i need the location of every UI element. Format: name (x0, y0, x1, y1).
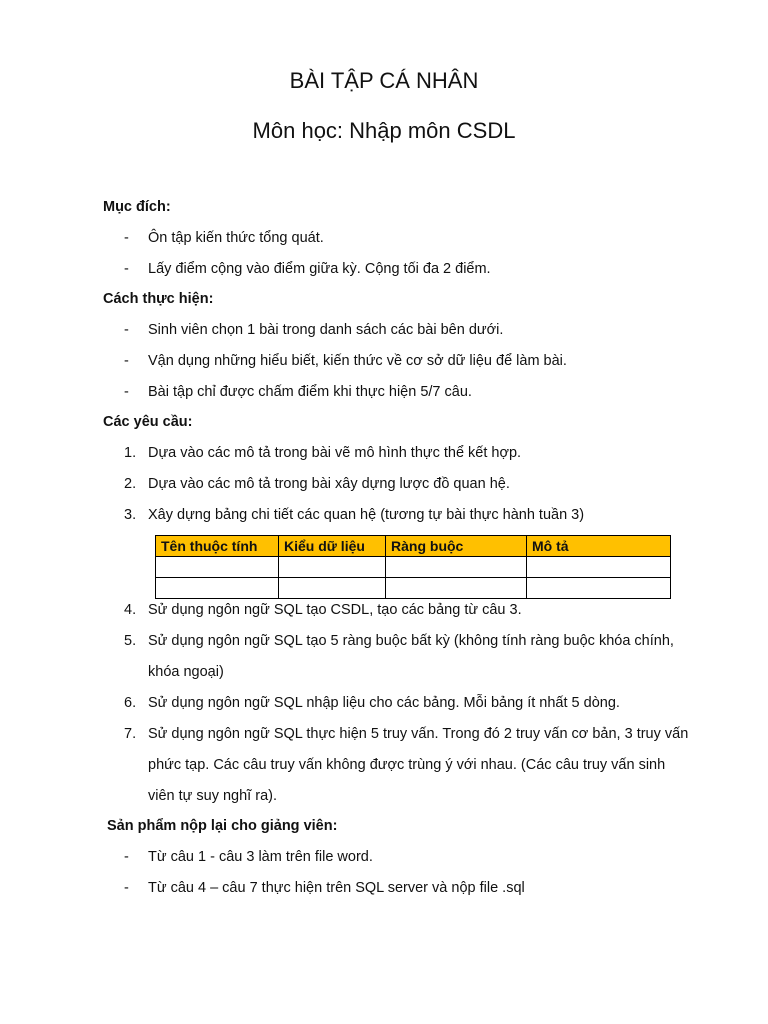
req-number: 4. (124, 602, 137, 618)
table-cell (386, 557, 527, 578)
req-number: 7. (124, 726, 137, 742)
req-line: phức tạp. Các câu truy vấn không được trùng ý với nhau. (Các câu truy vấn sinh (148, 757, 666, 773)
table-cell (527, 557, 671, 578)
req-line: Dựa vào các mô tả trong bài xây dựng lược đồ quan hệ. (148, 476, 510, 492)
method-item: Vận dụng những hiểu biết, kiến thức về cơ sở dữ liệu để làm bài. (148, 353, 567, 369)
req-line: Xây dựng bảng chi tiết các quan hệ (tương tự bài thực hành tuần 3) (148, 507, 585, 523)
table-header-row (156, 536, 671, 557)
bullet-dash: - (124, 384, 129, 400)
submission-heading: Sản phẩm nộp lại cho giảng viên: (107, 818, 338, 834)
submission-item: Từ câu 4 – câu 7 thực hiện trên SQL server và nộp file .sql (148, 880, 525, 896)
req-number: 5. (124, 633, 137, 649)
bullet-dash: - (124, 353, 129, 369)
req-line: Sử dụng ngôn ngữ SQL thực hiện 5 truy vấn. Trong đó 2 truy vấn cơ bản, 3 truy vấn (148, 726, 689, 742)
req-number: 6. (124, 695, 137, 711)
table-cell (156, 578, 279, 599)
requirements-heading: Các yêu cầu: (103, 414, 193, 430)
req-line: Sử dụng ngôn ngữ SQL tạo CSDL, tạo các bảng từ câu 3. (148, 602, 522, 618)
table-header-cell: Kiểu dữ liệu (279, 536, 386, 557)
table-cell (386, 578, 527, 599)
req-line: viên tự suy nghĩ ra). (148, 788, 277, 804)
req-line: Dựa vào các mô tả trong bài vẽ mô hình thực thể kết hợp. (148, 445, 522, 461)
table-cell (527, 578, 671, 599)
bullet-dash: - (124, 261, 129, 277)
req-number: 3. (124, 507, 137, 523)
table-row (156, 557, 671, 578)
table-header-cell: Ràng buộc (386, 536, 527, 557)
purpose-item: Lấy điểm cộng vào điểm giữa kỳ. Cộng tối đa 2 điểm. (148, 261, 491, 277)
table-header-cell: Mô tả (527, 536, 671, 557)
table-row (156, 578, 671, 599)
table-cell (279, 557, 386, 578)
req-line: Sử dụng ngôn ngữ SQL nhập liệu cho các bảng. Mỗi bảng ít nhất 5 dòng. (148, 695, 620, 711)
req-number: 1. (124, 445, 137, 461)
submission-item: Từ câu 1 - câu 3 làm trên file word. (148, 849, 373, 865)
page-subtitle: Môn học: Nhập môn CSDL (252, 118, 516, 143)
purpose-heading: Mục đích: (103, 199, 171, 215)
method-item: Bài tập chỉ được chấm điểm khi thực hiện 5/7 câu. (148, 384, 472, 400)
bullet-dash: - (124, 880, 129, 896)
bullet-dash: - (124, 322, 129, 338)
table-cell (279, 578, 386, 599)
page-title: BÀI TẬP CÁ NHÂN (289, 68, 479, 93)
purpose-item: Ôn tập kiến thức tổng quát. (148, 230, 324, 246)
relation-detail-table (155, 535, 671, 599)
table-cell (156, 557, 279, 578)
table-header-cell: Tên thuộc tính (156, 536, 279, 557)
bullet-dash: - (124, 849, 129, 865)
bullet-dash: - (124, 230, 129, 246)
req-line: khóa ngoại) (148, 664, 224, 680)
method-heading: Cách thực hiện: (103, 291, 214, 307)
req-number: 2. (124, 476, 137, 492)
req-line: Sử dụng ngôn ngữ SQL tạo 5 ràng buộc bất kỳ (không tính ràng buộc khóa chính, (148, 633, 674, 649)
method-item: Sinh viên chọn 1 bài trong danh sách các bài bên dưới. (148, 322, 504, 338)
